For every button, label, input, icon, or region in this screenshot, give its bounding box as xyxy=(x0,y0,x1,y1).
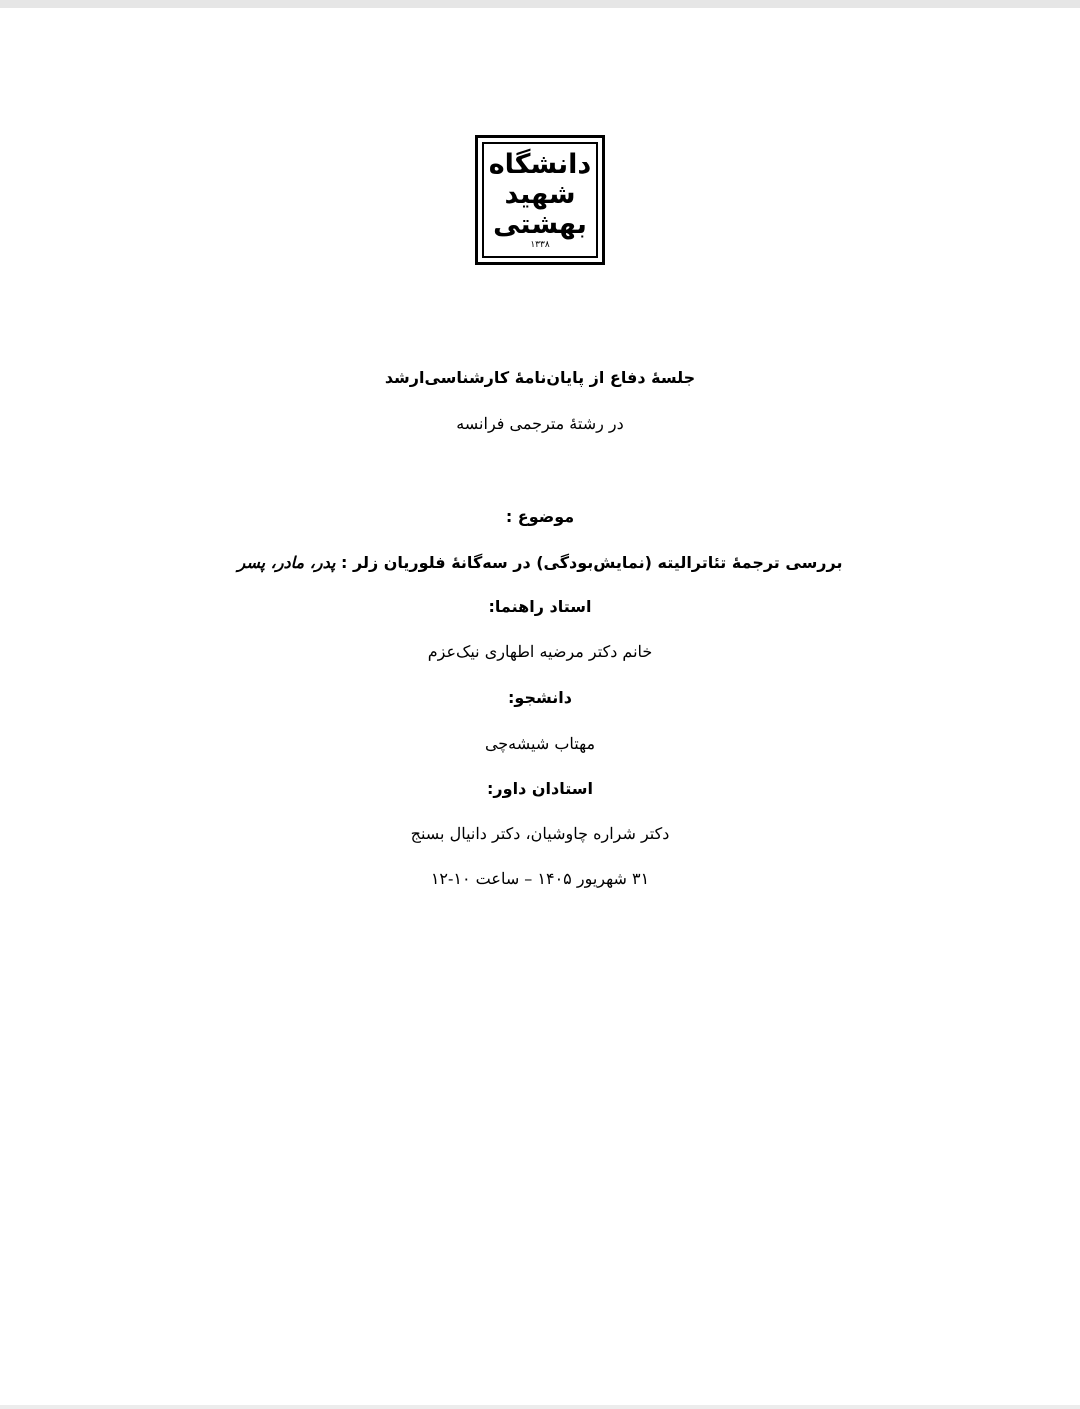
logo-text-line3: بهشتی xyxy=(493,209,587,240)
field-of-study: در رشتهٔ مترجمی فرانسه xyxy=(456,414,624,433)
defense-date-time: ۳۱ شهریور ۱۴۰۵ – ساعت ۱۰-۱۲ xyxy=(430,869,650,888)
logo-frame xyxy=(482,142,598,258)
logo-year: ۱۳۳۸ xyxy=(530,240,550,250)
document-title: جلسهٔ دفاع از پایان‌نامهٔ کارشناسی‌ارشد xyxy=(384,368,696,387)
topic-works: پدر، مادر، پسر xyxy=(237,553,336,572)
referees-label: استادان داور: xyxy=(487,779,593,798)
logo-text-line1: دانشگاه xyxy=(488,149,592,180)
student-label: دانشجو: xyxy=(508,688,572,707)
bottom-bar xyxy=(0,1405,1080,1409)
supervisor-label: استاد راهنما: xyxy=(488,597,592,616)
logo-text-line2: شهید xyxy=(504,179,576,210)
topic-text-main: بررسی ترجمهٔ تئاترالیته (نمایش‌بودگی) در سه‌گانهٔ فلوریان زلر : xyxy=(341,553,843,572)
university-logo xyxy=(475,135,605,265)
topic-text xyxy=(0,553,1080,572)
topic-label: موضوع : xyxy=(505,507,575,526)
referees-names: دکتر شراره چاوشیان، دکتر دانیال بسنج xyxy=(410,824,670,843)
student-name: مهتاب شیشه‌چی xyxy=(484,734,596,753)
top-bar xyxy=(0,0,1080,8)
supervisor-name: خانم دکتر مرضیه اطهاری نیک‌عزم xyxy=(427,642,653,661)
